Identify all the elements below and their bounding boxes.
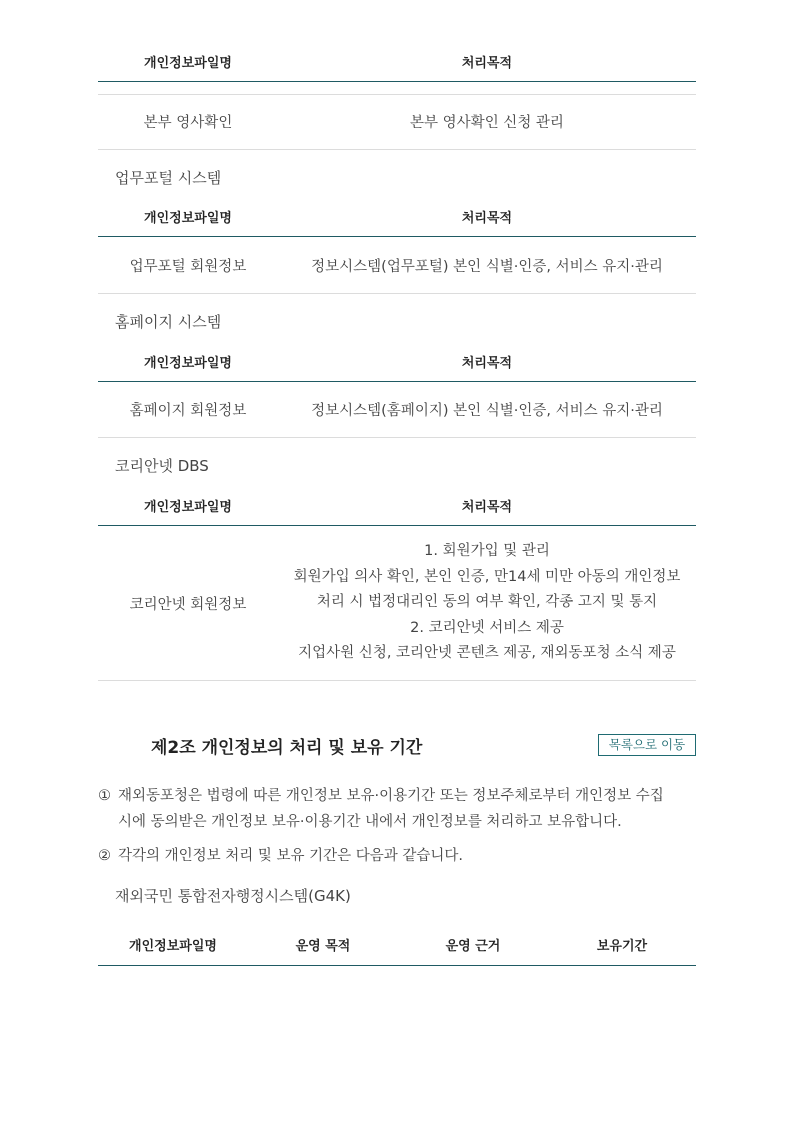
paragraph-number: ② [98,848,111,864]
table-header-row [98,342,696,381]
file-name-cell: 홈페이지 회원정보 [98,381,278,437]
column-header-file: 개인정보파일명 [98,198,278,237]
paragraph-1-line-2: 시에 동의받은 개인정보 보유·이용기간 내에서 개인정보를 처리하고 보유합니다. [118,814,622,830]
purpose-cell: 본부 영사확인 신청 관리 [278,94,696,149]
column-header-purpose: 처리목적 [278,486,696,526]
table-row [98,237,696,294]
table-row [98,381,696,437]
table-spacer-row [98,81,696,94]
column-header-file: 개인정보파일명 [98,43,278,81]
table-header-row [98,43,696,81]
category-title-homepage: 홈페이지 시스템 [115,313,222,331]
paragraph-text: 재외동포청은 법령에 따른 개인정보 보유·이용기간 또는 정보주체로부터 개인정보 수집 [118,788,664,804]
paragraph-1 [98,783,696,835]
back-to-list-button[interactable]: 목록으로 이동 [598,734,696,756]
column-header-file: 개인정보파일명 [98,486,278,526]
column-header-purpose: 처리목적 [278,43,696,81]
purpose-line: 회원가입 의사 확인, 본인 인증, 만14세 미만 아동의 개인정보 [293,568,681,585]
spacer-cell [98,81,278,94]
table-row [98,94,696,149]
paragraph-number: ① [98,788,111,804]
table-row [98,526,696,681]
article-title: 제2조 개인정보의 처리 및 보유 기간 [151,738,423,758]
category-title-portal: 업무포털 시스템 [115,168,222,187]
table-header-row [98,924,696,965]
purpose-line: 처리 시 법정대리인 동의 여부 확인, 각종 고지 및 통지 [316,594,658,611]
table-portal [98,198,696,295]
table-g4k [98,924,696,966]
column-header-purpose: 처리목적 [278,198,696,237]
table-header-row [98,198,696,237]
purpose-cell: 정보시스템(업무포털) 본인 식별·인증, 서비스 유지·관리 [278,237,696,294]
column-header-file: 개인정보파일명 [98,924,248,965]
column-header-operation-basis: 운영 근거 [398,924,548,965]
category-title-koreannet: 코리안넷 DBS [115,456,209,475]
file-name-cell: 코리안넷 회원정보 [98,526,278,681]
purpose-line: 2. 코리안넷 서비스 제공 [410,619,564,636]
table-homepage [98,342,696,438]
paragraph-text: 각각의 개인정보 처리 및 보유 기간은 다음과 같습니다. [118,848,464,864]
column-header-purpose: 처리목적 [278,342,696,381]
purpose-cell [278,526,696,681]
file-name-cell: 본부 영사확인 [98,94,278,149]
table-header-row [98,486,696,526]
column-header-file: 개인정보파일명 [98,342,278,381]
article-header [98,733,696,759]
privacy-policy-content [98,0,696,966]
column-header-retention-period: 보유기간 [548,924,696,965]
spacer-cell [278,81,696,94]
purpose-line: 지업사원 신청, 코리안넷 콘텐츠 제공, 재외동포청 소식 제공 [298,645,676,662]
table-consular [98,43,696,150]
paragraph-1-line-1 [98,783,696,809]
table-koreannet [98,486,696,682]
subsection-title-g4k: 재외국민 통합전자행정시스템(G4K) [115,887,351,905]
column-header-operation-purpose: 운영 목적 [248,924,398,965]
purpose-line: 1. 회원가입 및 관리 [424,543,550,560]
purpose-cell: 정보시스템(홈페이지) 본인 식별·인증, 서비스 유지·관리 [278,381,696,437]
file-name-cell: 업무포털 회원정보 [98,237,278,294]
paragraph-2 [98,843,696,869]
